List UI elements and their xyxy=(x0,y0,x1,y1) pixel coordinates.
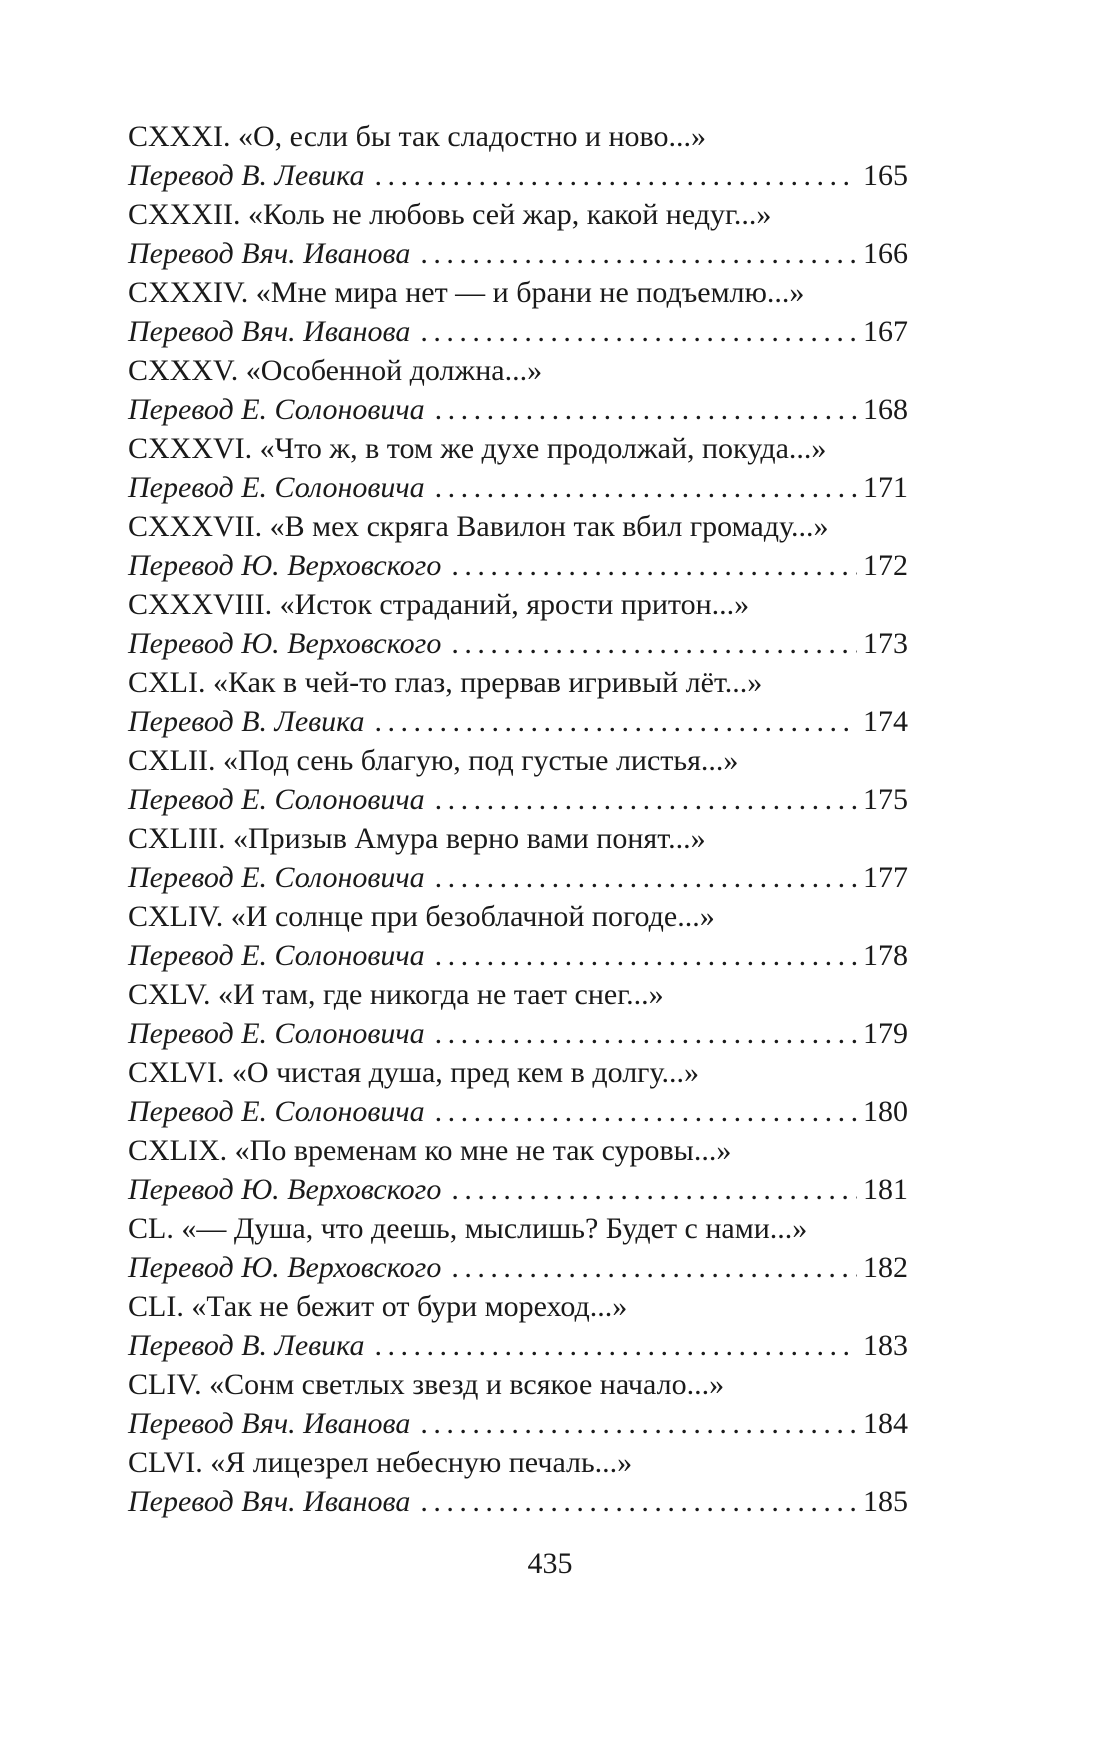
page-number: 174 xyxy=(863,705,908,738)
dot-leader xyxy=(435,390,857,430)
translator-line xyxy=(128,156,908,196)
translator-name: Перевод Е. Солоновича xyxy=(128,861,425,894)
translator-line xyxy=(128,780,908,820)
translator-line xyxy=(128,1014,908,1054)
poem-title: CXXXIV. «Мне мира нет — и брани не подъемлю...» xyxy=(128,276,805,309)
poem-title: CXXXII. «Коль не любовь сей жар, какой недуг...» xyxy=(128,198,772,231)
page-number: 168 xyxy=(863,393,908,426)
toc-entry xyxy=(128,1132,908,1210)
toc-entry xyxy=(128,1210,908,1288)
toc-entry xyxy=(128,274,908,352)
translator-line xyxy=(128,1092,908,1132)
page-number: 184 xyxy=(863,1407,908,1440)
toc-entry xyxy=(128,586,908,664)
translator-name: Перевод Е. Солоновича xyxy=(128,1017,425,1050)
translator-name: Перевод В. Левика xyxy=(128,705,365,738)
translator-line xyxy=(128,1170,908,1210)
translator-name: Перевод Ю. Верховского xyxy=(128,1173,442,1206)
toc-entry xyxy=(128,352,908,430)
dot-leader xyxy=(374,1326,857,1366)
translator-name: Перевод Е. Солоновича xyxy=(128,939,425,972)
translator-name: Перевод Вяч. Иванова xyxy=(128,1485,411,1518)
toc-entry xyxy=(128,742,908,820)
translator-name: Перевод Вяч. Иванова xyxy=(128,315,411,348)
toc-entry xyxy=(128,898,908,976)
dot-leader xyxy=(420,1404,857,1444)
page-number: 185 xyxy=(863,1485,908,1518)
dot-leader xyxy=(435,936,857,976)
poem-title: CXXXV. «Особенной должна...» xyxy=(128,354,543,387)
toc-entry xyxy=(128,508,908,586)
page-number: 180 xyxy=(863,1095,908,1128)
translator-line xyxy=(128,1326,908,1366)
page-number: 181 xyxy=(863,1173,908,1206)
toc-entry xyxy=(128,1366,908,1444)
translator-name: Перевод Е. Солоновича xyxy=(128,471,425,504)
page-number: 172 xyxy=(863,549,908,582)
poem-title: CXXXVII. «В мех скряга Вавилон так вбил громаду...» xyxy=(128,510,829,543)
dot-leader xyxy=(435,780,857,820)
poem-title: CXXXVI. «Что ж, в том же духе продолжай, покуда...» xyxy=(128,432,827,465)
toc-entry xyxy=(128,664,908,742)
toc-entry xyxy=(128,1288,908,1366)
translator-line xyxy=(128,702,908,742)
poem-title: CXLIX. «По временам ко мне не так суровы...» xyxy=(128,1134,732,1167)
poem-title: CXXXVIII. «Исток страданий, ярости притон...» xyxy=(128,588,750,621)
poem-title: CL. «— Душа, что деешь, мыслишь? Будет с нами...» xyxy=(128,1212,808,1245)
page-number: 166 xyxy=(863,237,908,270)
poem-title: CXLIV. «И солнце при безоблачной погоде...» xyxy=(128,900,715,933)
translator-line xyxy=(128,234,908,274)
translator-line xyxy=(128,624,908,664)
dot-leader xyxy=(451,1170,857,1210)
translator-name: Перевод Ю. Верховского xyxy=(128,549,442,582)
poem-title: CXLIII. «Призыв Амура верно вами понят...» xyxy=(128,822,706,855)
poem-title: CXLI. «Как в чей-то глаз, прервав игривый лёт...» xyxy=(128,666,763,699)
dot-leader xyxy=(435,1014,857,1054)
translator-name: Перевод Е. Солоновича xyxy=(128,1095,425,1128)
translator-line xyxy=(128,468,908,508)
translator-line xyxy=(128,936,908,976)
dot-leader xyxy=(420,312,857,352)
page-number: 177 xyxy=(863,861,908,894)
page-folio: 435 xyxy=(527,1547,573,1580)
table-of-contents xyxy=(128,118,908,1522)
page-number: 179 xyxy=(863,1017,908,1050)
page-number: 173 xyxy=(863,627,908,660)
dot-leader xyxy=(435,468,857,508)
translator-line xyxy=(128,546,908,586)
translator-name: Перевод В. Левика xyxy=(128,1329,365,1362)
poem-title: CXXXI. «О, если бы так сладостно и ново...» xyxy=(128,120,707,153)
translator-line xyxy=(128,312,908,352)
toc-entry xyxy=(128,196,908,274)
translator-name: Перевод Е. Солоновича xyxy=(128,393,425,426)
toc-entry xyxy=(128,976,908,1054)
translator-name: Перевод Вяч. Иванова xyxy=(128,237,411,270)
poem-title: CLIV. «Сонм светлых звезд и всякое начало...» xyxy=(128,1368,725,1401)
dot-leader xyxy=(451,1248,857,1288)
poem-title: CXLII. «Под сень благую, под густые листья...» xyxy=(128,744,739,777)
dot-leader xyxy=(374,702,857,742)
page-number: 182 xyxy=(863,1251,908,1284)
dot-leader xyxy=(420,1482,857,1522)
page-number: 175 xyxy=(863,783,908,816)
poem-title: CXLV. «И там, где никогда не тает снег...» xyxy=(128,978,664,1011)
translator-name: Перевод Е. Солоновича xyxy=(128,783,425,816)
poem-title: CLVI. «Я лицезрел небесную печаль...» xyxy=(128,1446,633,1479)
translator-name: Перевод Ю. Верховского xyxy=(128,1251,442,1284)
translator-line xyxy=(128,390,908,430)
translator-name: Перевод Вяч. Иванова xyxy=(128,1407,411,1440)
toc-entry xyxy=(128,1054,908,1132)
translator-line xyxy=(128,1404,908,1444)
dot-leader xyxy=(374,156,857,196)
toc-entry xyxy=(128,820,908,898)
page-number: 171 xyxy=(863,471,908,504)
dot-leader xyxy=(420,234,857,274)
poem-title: CLI. «Так не бежит от бури мореход...» xyxy=(128,1290,628,1323)
toc-entry xyxy=(128,430,908,508)
translator-name: Перевод В. Левика xyxy=(128,159,365,192)
translator-line xyxy=(128,858,908,898)
dot-leader xyxy=(451,546,857,586)
page-number: 167 xyxy=(863,315,908,348)
page-number: 183 xyxy=(863,1329,908,1362)
page-number: 178 xyxy=(863,939,908,972)
translator-line xyxy=(128,1482,908,1522)
poem-title: CXLVI. «О чистая душа, пред кем в долгу...» xyxy=(128,1056,699,1089)
dot-leader xyxy=(435,1092,857,1132)
translator-line xyxy=(128,1248,908,1288)
dot-leader xyxy=(435,858,857,898)
translator-name: Перевод Ю. Верховского xyxy=(128,627,442,660)
page-number: 165 xyxy=(863,159,908,192)
dot-leader xyxy=(451,624,857,664)
toc-entry xyxy=(128,118,908,196)
toc-entry xyxy=(128,1444,908,1522)
